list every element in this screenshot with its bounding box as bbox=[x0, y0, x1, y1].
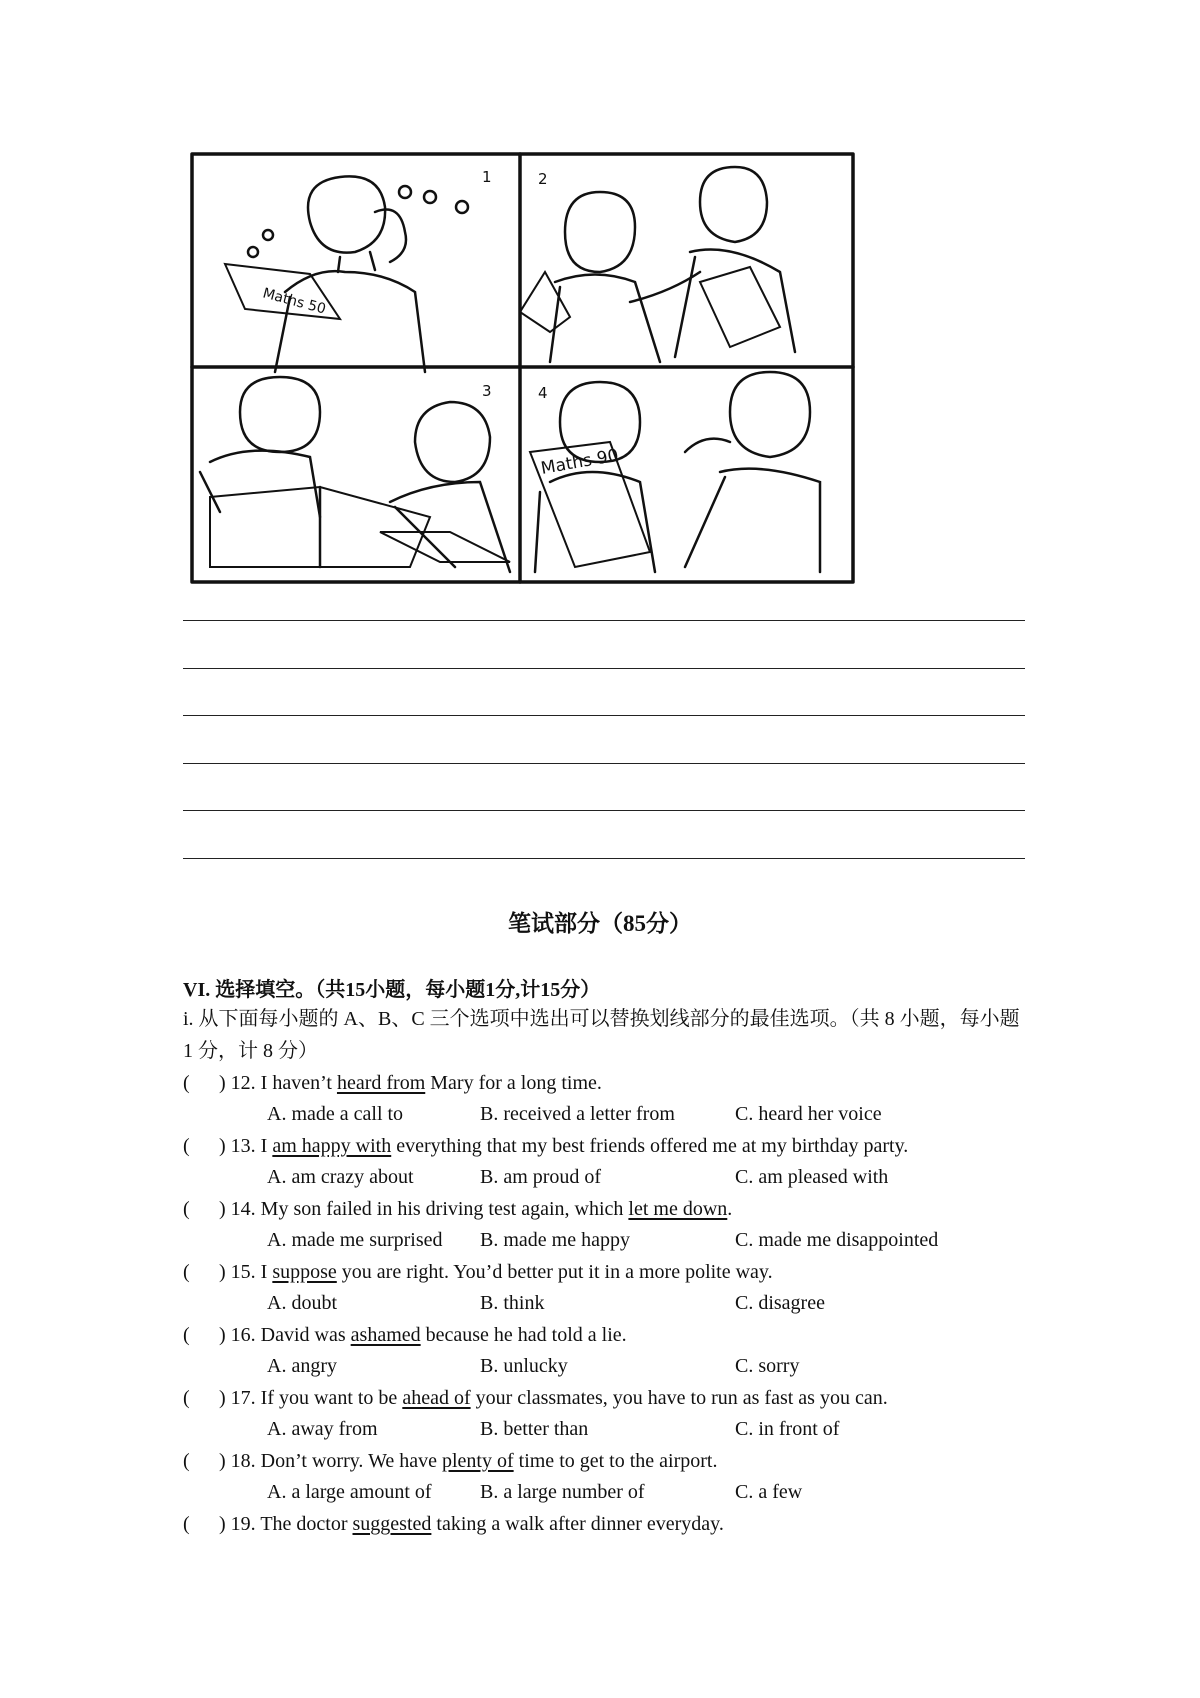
underlined-phrase: let me down bbox=[628, 1198, 728, 1220]
answer-paren-open[interactable]: ( bbox=[183, 1198, 190, 1220]
panel-number-4: 4 bbox=[538, 384, 548, 402]
comic-panel-2 bbox=[520, 167, 795, 362]
answer-paren-open[interactable]: ( bbox=[183, 1513, 190, 1535]
option-c[interactable]: C. heard her voice bbox=[735, 1103, 882, 1125]
option-b[interactable]: B. think bbox=[480, 1292, 545, 1314]
answer-paren-close: ) bbox=[219, 1324, 226, 1346]
question-list bbox=[183, 1067, 1083, 1540]
question-row bbox=[183, 1130, 1083, 1162]
writing-line[interactable] bbox=[183, 763, 1025, 764]
answer-paren-open[interactable]: ( bbox=[183, 1450, 190, 1472]
option-row bbox=[183, 1162, 1083, 1193]
option-c[interactable]: C. disagree bbox=[735, 1292, 825, 1314]
writing-line[interactable] bbox=[183, 858, 1025, 859]
section-title: 笔试部分（85分） bbox=[508, 911, 692, 936]
question-text-after: time to get to the airport. bbox=[513, 1450, 718, 1472]
answer-paren-open[interactable]: ( bbox=[183, 1387, 190, 1409]
answer-paren-close: ) bbox=[219, 1261, 226, 1283]
comic-strip-illustration bbox=[190, 152, 855, 584]
option-b[interactable]: B. better than bbox=[480, 1418, 589, 1440]
option-c[interactable]: C. sorry bbox=[735, 1355, 800, 1377]
question-row bbox=[183, 1319, 1083, 1351]
option-b[interactable]: B. unlucky bbox=[480, 1355, 568, 1377]
question-text-before: If you want to be bbox=[260, 1387, 403, 1409]
question-text-after: your classmates, you have to run as fast as you can. bbox=[470, 1387, 888, 1409]
question-row bbox=[183, 1067, 1083, 1099]
question-text-after: you are right. You’d better put it in a more polite way. bbox=[336, 1261, 773, 1283]
underlined-phrase: ahead of bbox=[402, 1387, 471, 1409]
option-row bbox=[183, 1414, 1083, 1445]
writing-line[interactable] bbox=[183, 668, 1025, 669]
question-number: 19. bbox=[230, 1513, 256, 1535]
option-b[interactable]: B. made me happy bbox=[480, 1229, 630, 1251]
comic-panel-1 bbox=[225, 168, 492, 372]
option-b[interactable]: B. received a letter from bbox=[480, 1103, 675, 1125]
option-c[interactable]: C. made me disappointed bbox=[735, 1229, 939, 1251]
underlined-phrase: suggested bbox=[352, 1513, 432, 1535]
answer-paren-close: ) bbox=[219, 1513, 226, 1535]
question-text-before: I haven’t bbox=[260, 1072, 337, 1094]
question-text-before: I bbox=[260, 1261, 273, 1283]
panel-number-3: 3 bbox=[482, 382, 492, 400]
question-number: 13. bbox=[230, 1135, 256, 1157]
paper-score-1: Maths 50 bbox=[260, 285, 328, 318]
writing-lines bbox=[183, 620, 1025, 905]
question-text-before: I bbox=[260, 1135, 273, 1157]
answer-paren-open[interactable]: ( bbox=[183, 1072, 190, 1094]
option-row bbox=[183, 1477, 1083, 1508]
option-row bbox=[183, 1351, 1083, 1382]
underlined-phrase: suppose bbox=[272, 1261, 337, 1283]
question-text-after: taking a walk after dinner everyday. bbox=[431, 1513, 724, 1535]
comic-panel-4 bbox=[530, 372, 820, 572]
option-c[interactable]: C. am pleased with bbox=[735, 1166, 889, 1188]
question-text-after: . bbox=[727, 1198, 733, 1220]
writing-line[interactable] bbox=[183, 810, 1025, 811]
question-row bbox=[183, 1382, 1083, 1414]
option-a[interactable]: A. made me surprised bbox=[267, 1229, 443, 1251]
option-row bbox=[183, 1099, 1083, 1130]
question-text-after: everything that my best friends offered me at my birthday party. bbox=[391, 1135, 909, 1157]
question-row bbox=[183, 1193, 1083, 1225]
question-text-before: Don’t worry. We have bbox=[260, 1450, 442, 1472]
question-row bbox=[183, 1508, 1083, 1540]
question-text-before: My son failed in his driving test again, which bbox=[260, 1198, 629, 1220]
answer-paren-close: ) bbox=[219, 1198, 226, 1220]
underlined-phrase: am happy with bbox=[272, 1135, 392, 1157]
question-row bbox=[183, 1256, 1083, 1288]
question-number: 15. bbox=[230, 1261, 256, 1283]
question-text-after: because he had told a lie. bbox=[420, 1324, 627, 1346]
writing-line[interactable] bbox=[183, 715, 1025, 716]
panel-number-1: 1 bbox=[482, 168, 492, 186]
option-b[interactable]: B. a large number of bbox=[480, 1481, 645, 1503]
answer-paren-close: ) bbox=[219, 1387, 226, 1409]
question-row bbox=[183, 1445, 1083, 1477]
question-number: 18. bbox=[230, 1450, 256, 1472]
underlined-phrase: plenty of bbox=[441, 1450, 514, 1472]
answer-paren-open[interactable]: ( bbox=[183, 1261, 190, 1283]
option-a[interactable]: A. made a call to bbox=[267, 1103, 404, 1125]
part-heading: VI. 选择填空。（共15小题，每小题1分,计15分） bbox=[183, 979, 601, 1001]
question-text-before: The doctor bbox=[260, 1513, 353, 1535]
question-number: 14. bbox=[230, 1198, 256, 1220]
underlined-phrase: ashamed bbox=[350, 1324, 421, 1346]
comic-panel-3 bbox=[200, 377, 510, 572]
instruction-text: i. 从下面每小题的 A、B、C 三个选项中选出可以替换划线部分的最佳选项。（共 8 小题，每小题 1 分，计 8 分） bbox=[183, 1008, 1020, 1062]
option-c[interactable]: C. a few bbox=[735, 1481, 803, 1503]
answer-paren-open[interactable]: ( bbox=[183, 1135, 190, 1157]
question-number: 16. bbox=[230, 1324, 256, 1346]
option-a[interactable]: A. away from bbox=[267, 1418, 378, 1440]
option-c[interactable]: C. in front of bbox=[735, 1418, 840, 1440]
question-text-after: Mary for a long time. bbox=[425, 1072, 602, 1094]
answer-paren-open[interactable]: ( bbox=[183, 1324, 190, 1346]
option-row bbox=[183, 1288, 1083, 1319]
paper-score-4: Maths 90 bbox=[539, 445, 621, 479]
option-row bbox=[183, 1225, 1083, 1256]
answer-paren-close: ) bbox=[219, 1135, 226, 1157]
question-number: 12. bbox=[230, 1072, 256, 1094]
writing-line[interactable] bbox=[183, 620, 1025, 621]
answer-paren-close: ) bbox=[219, 1072, 226, 1094]
option-a[interactable]: A. am crazy about bbox=[267, 1166, 414, 1188]
answer-paren-close: ) bbox=[219, 1450, 226, 1472]
option-b[interactable]: B. am proud of bbox=[480, 1166, 602, 1188]
panel-number-2: 2 bbox=[538, 170, 548, 188]
option-a[interactable]: A. a large amount of bbox=[267, 1481, 432, 1503]
question-number: 17. bbox=[230, 1387, 256, 1409]
question-text-before: David was bbox=[260, 1324, 351, 1346]
option-a[interactable]: A. doubt bbox=[267, 1292, 337, 1314]
underlined-phrase: heard from bbox=[336, 1072, 426, 1094]
option-a[interactable]: A. angry bbox=[267, 1355, 337, 1377]
